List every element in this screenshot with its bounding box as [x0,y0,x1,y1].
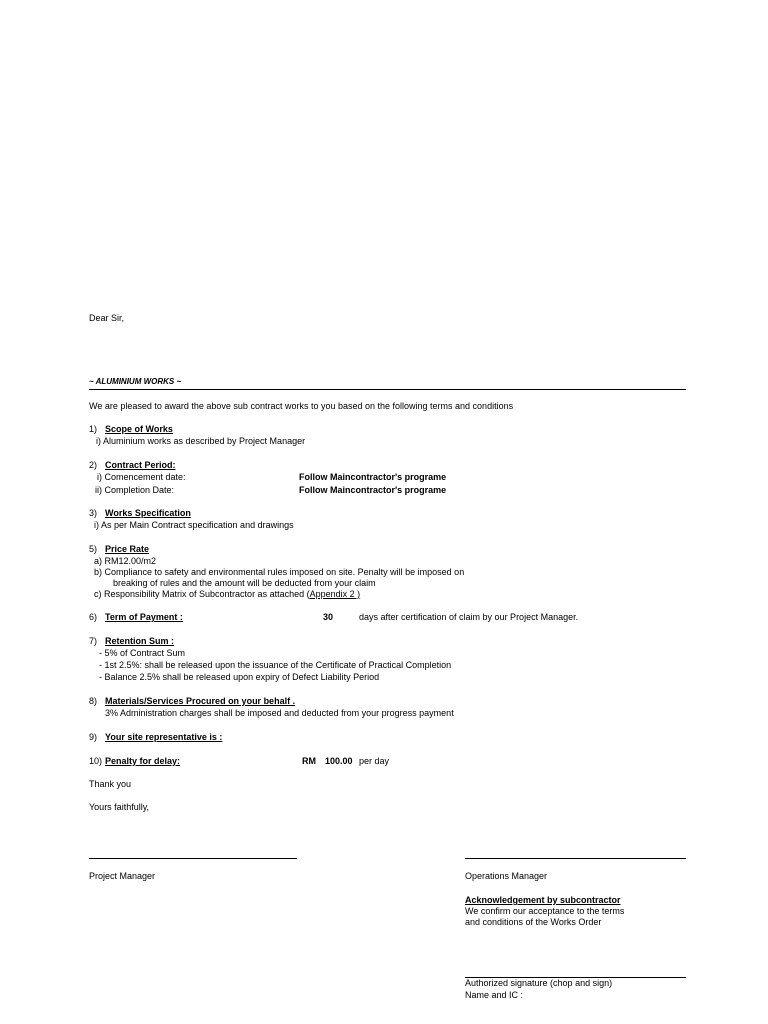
section-6-heading: 6) Term of Payment : [89,612,183,622]
operations-manager-label: Operations Manager [465,871,548,881]
appendix-link[interactable]: Appendix 2 ) [309,589,361,599]
section-7-heading: 7) Retention Sum : [89,636,174,646]
section-5-heading: 5) Price Rate [89,544,150,554]
section-1-heading: 1) Scope of Works [89,424,173,434]
penalty-amount: 100.00 [325,756,353,766]
intro-text: We are pleased to award the above sub contract works to you based on the following terms and conditions [89,401,514,411]
payment-text: days after certification of claim by our Project Manager. [359,612,579,622]
payment-days: 30 [323,612,334,622]
completion-value: Follow Maincontractor's programe [299,485,447,495]
price-rate-a: a) RM12.00/m2 [94,556,157,566]
penalty-unit: per day [359,756,390,766]
retention-line-1: - 5% of Contract Sum [99,648,186,658]
price-rate-b2: breaking of rules and the amount will be deducted from your claim [113,578,376,588]
section-8-heading: 8) Materials/Services Procured on your behalf . [89,696,296,706]
section-10-heading: 10) Penalty for delay: [89,756,181,766]
salutation: Dear Sir, [89,313,125,323]
name-ic-label: Name and IC : [465,990,524,1000]
thank-you: Thank you [89,779,132,789]
yours-faithfully: Yours faithfully, [89,802,150,812]
section-3-line: i) As per Main Contract specification and drawings [94,520,294,530]
document-title: ~ ALUMINIUM WORKS ~ [89,377,182,386]
section-1-line: i) Aluminium works as described by Project Manager [96,436,306,446]
section-2-heading: 2) Contract Period: [89,460,176,470]
price-rate-b1: b) Compliance to safety and environmental rules imposed on site. Penalty will be imposed on [94,567,465,577]
penalty-currency: RM [302,756,316,766]
project-manager-label: Project Manager [89,871,156,881]
section-9-heading: 9) Your site representative is : [89,732,223,742]
acknowledgement-heading: Acknowledgement by subcontractor [465,895,621,905]
completion-label: ii) Completion Date: [95,485,175,495]
commencement-label: i) Comencement date: [97,472,186,482]
om-signature-line [465,858,686,859]
acknowledgement-line-1: We confirm our acceptance to the terms [465,906,625,916]
authorized-signature-label: Authorized signature (chop and sign) [465,978,613,988]
pm-signature-line [89,858,297,859]
retention-line-2: - 1st 2.5%: shall be released upon the issuance of the Certificate of Practical Completion [99,660,452,670]
title-divider [89,389,686,390]
commencement-value: Follow Maincontractor's programe [299,472,447,482]
retention-line-3: - Balance 2.5% shall be released upon expiry of Defect Liability Period [99,672,380,682]
acknowledgement-line-2: and conditions of the Works Order [465,917,602,927]
section-8-line: 3% Administration charges shall be imposed and deducted from your progress payment [105,708,454,718]
section-3-heading: 3) Works Specification [89,508,191,518]
price-rate-c: c) Responsibility Matrix of Subcontractor as attached (Appendix 2 ) [94,589,361,599]
